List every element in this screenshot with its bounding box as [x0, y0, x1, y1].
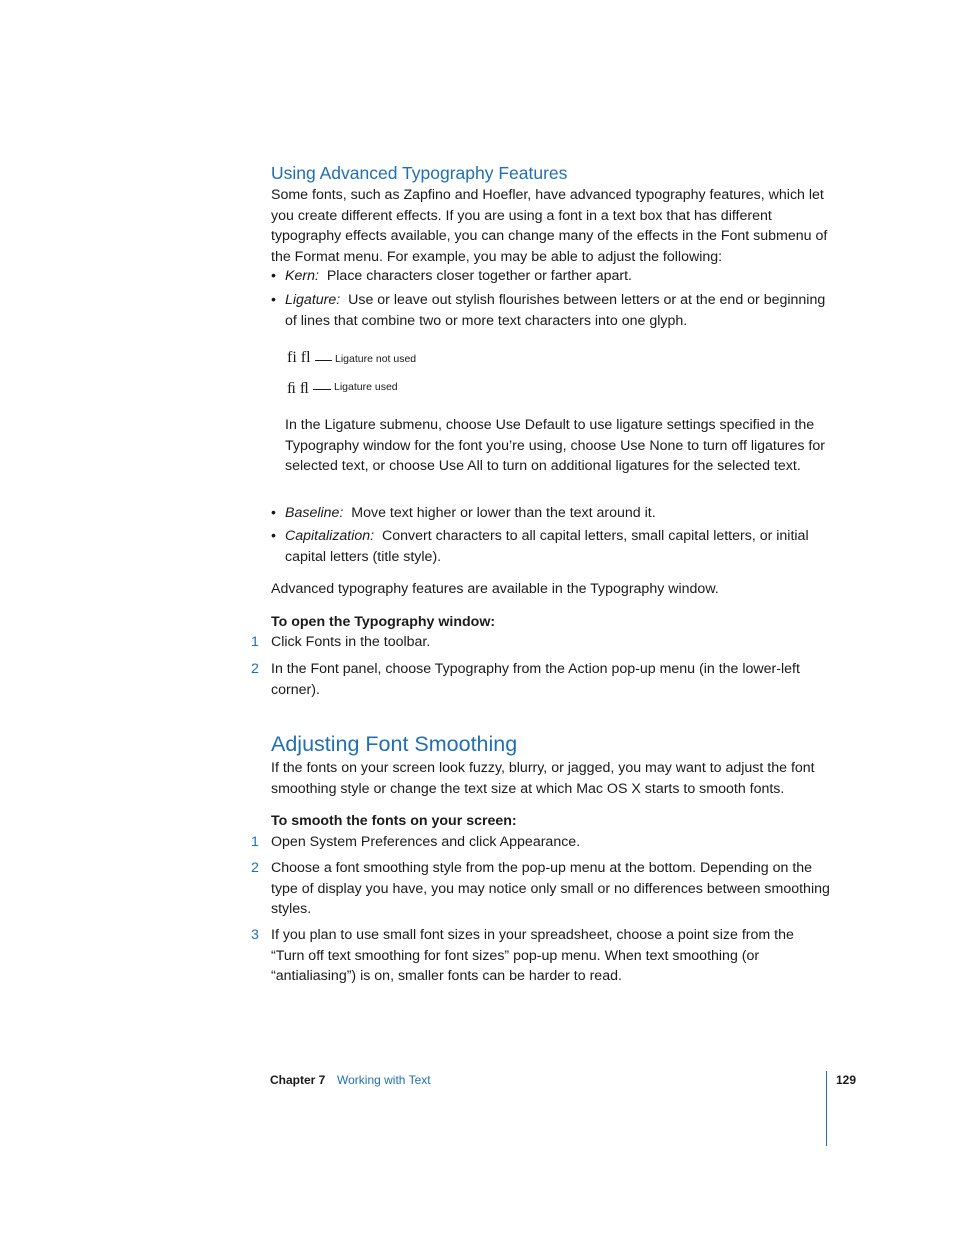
task-title-smoothing: To smooth the fonts on your screen: — [271, 813, 517, 829]
step-number: 1 — [251, 634, 259, 650]
bullet-ligature — [285, 290, 830, 331]
page-number: 129 — [836, 1073, 857, 1087]
ligature-used-label: Ligature used — [334, 381, 398, 393]
bullet-text: Use or leave out stylish flourishes between letters or at the end or beginning of lines that combine two or more text characters into one glyph. — [285, 292, 826, 329]
ligature-not-used-label: Ligature not used — [335, 353, 417, 365]
typography-intro-paragraph: Some fonts, such as Zapfino and Hoefler, have advanced typography features, which let you create different effects. If you are using a font in a text box that has different typography effects available, you can change many of the effects in the Font submenu of the Format menu. For example, you may be able to adjust the following: — [271, 187, 828, 265]
bullet-text: Move text higher or lower than the text around it. — [351, 505, 656, 521]
bullet-term: Kern: — [285, 268, 319, 284]
section-heading-font-smoothing: Adjusting Font Smoothing — [271, 732, 518, 756]
step-number: 2 — [251, 860, 259, 876]
footer-chapter-title: Working with Text — [337, 1073, 431, 1087]
bullet-marker: • — [271, 292, 276, 308]
footer-divider — [826, 1071, 827, 1146]
bullet-term: Capitalization: — [285, 528, 375, 544]
step-text: Open System Preferences and click Appearance. — [271, 834, 581, 850]
bullet-kern — [285, 266, 830, 287]
typography-window-note: Advanced typography features are available in the Typography window. — [271, 581, 719, 597]
step-text: Choose a font smoothing style from the pop-up menu at the bottom. Depending on the type of display you have, you may notice only small or no differences between smoothing styles. — [271, 860, 830, 917]
ligature-not-used-glyphs: fi fl — [287, 349, 311, 366]
bullet-capitalization — [285, 526, 830, 567]
bullet-term: Ligature: — [285, 292, 341, 308]
task-title-typography: To open the Typography window: — [271, 614, 496, 630]
section-heading-typography: Using Advanced Typography Features — [271, 163, 568, 183]
footer-chapter: Chapter 7 — [270, 1073, 326, 1087]
font-smoothing-intro-paragraph: If the fonts on your screen look fuzzy, blurry, or jagged, you may want to adjust the font smoothing style or change the text size at which Mac OS X starts to smooth fonts. — [271, 760, 815, 797]
step-number: 1 — [251, 834, 259, 850]
ligature-note-paragraph: In the Ligature submenu, choose Use Default to use ligature settings specified in the Typography window for the font you’re using, choose Use None to turn off ligatures for selected text, or choose Use All to turn on additional ligatures for the selected text. — [285, 417, 825, 474]
ligature-used-glyphs: ﬁ ﬂ — [287, 380, 309, 397]
bullet-text: Convert characters to all capital letters, small capital letters, or initial capital letters (title style). — [285, 528, 809, 565]
step-text: Click Fonts in the toolbar. — [271, 634, 431, 650]
bullet-marker: • — [271, 528, 276, 544]
step-number: 2 — [251, 661, 259, 677]
bullet-baseline — [285, 503, 830, 524]
bullet-term: Baseline: — [285, 505, 344, 521]
bullet-marker: • — [271, 268, 276, 284]
step-number: 3 — [251, 927, 259, 943]
callout-line — [315, 360, 332, 361]
step-text: In the Font panel, choose Typography from the Action pop-up menu (in the lower-left corner). — [271, 661, 800, 698]
bullet-marker: • — [271, 505, 276, 521]
callout-line — [313, 389, 331, 390]
step-text: If you plan to use small font sizes in your spreadsheet, choose a point size from the “Turn off text smoothing for font sizes” pop-up menu. When text smoothing (or “antialiasing”) is on, smaller fonts can be harder to read. — [271, 927, 794, 984]
bullet-text: Place characters closer together or farther apart. — [326, 268, 632, 284]
